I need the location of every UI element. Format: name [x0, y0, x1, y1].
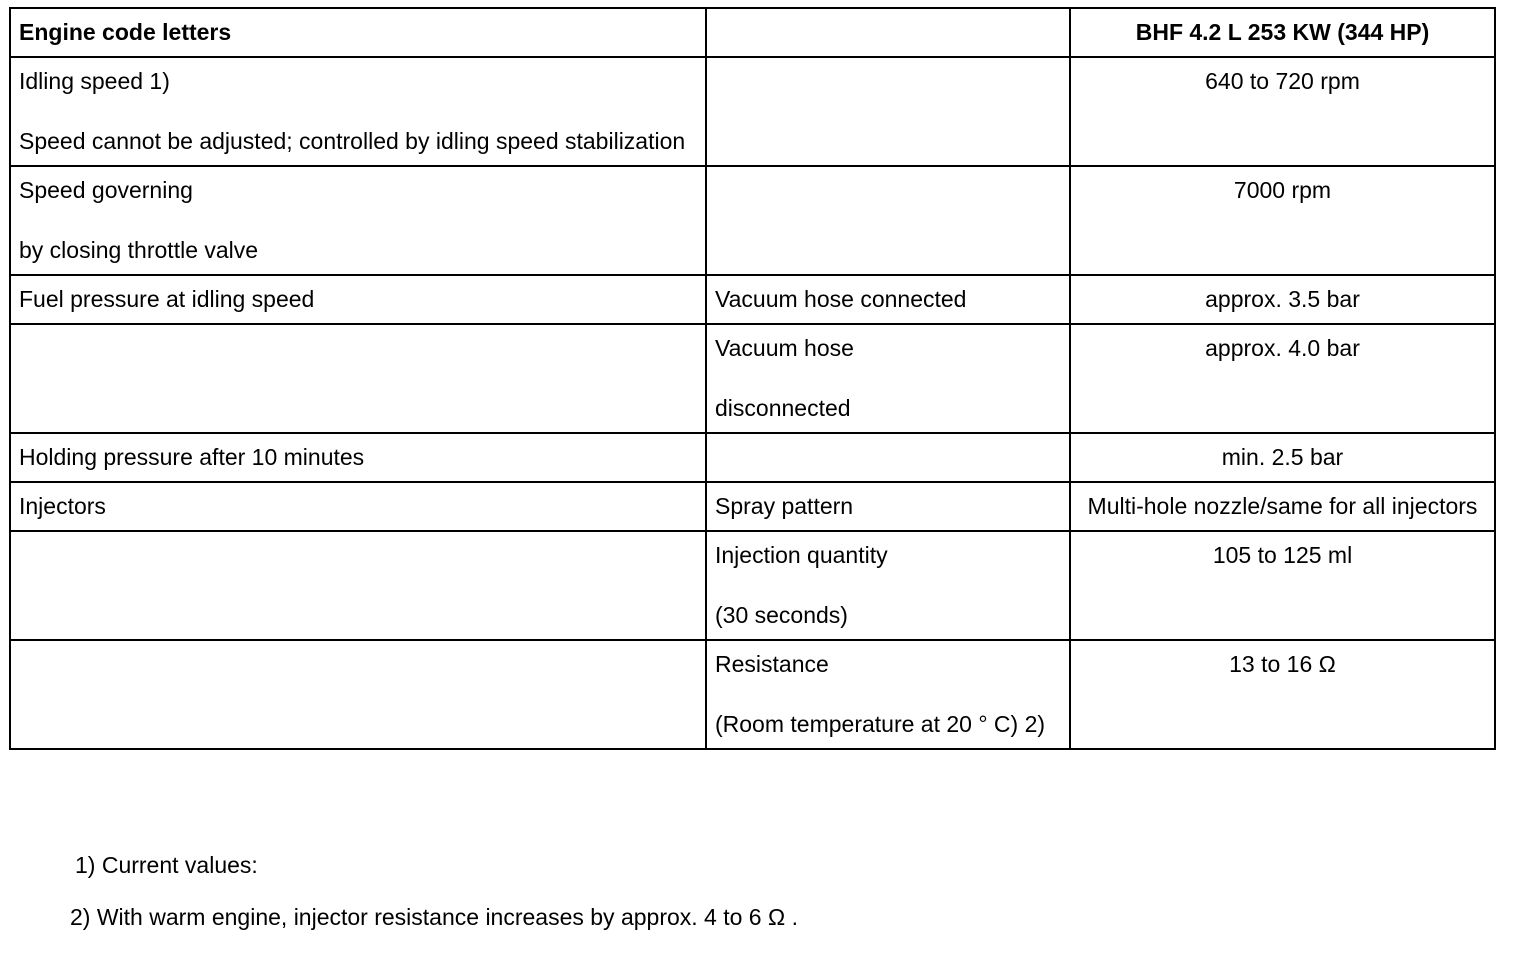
row-label-cell — [10, 324, 706, 433]
row-value-cell: min. 2.5 bar — [1070, 433, 1495, 482]
table-row — [10, 324, 1495, 433]
row-label-text: Idling speed 1) — [19, 68, 170, 94]
row-label-text: Fuel pressure at idling speed — [19, 286, 315, 312]
table-row — [10, 482, 1495, 531]
row-label-cell — [10, 275, 706, 324]
row-label-cell — [10, 57, 706, 166]
header-engine-code-cell: Engine code letters — [10, 8, 706, 57]
row-condition-cell — [706, 57, 1070, 166]
row-label-cell — [10, 531, 706, 640]
footnote-2: 2) With warm engine, injector resistance increases by approx. 4 to 6 Ω . — [70, 904, 798, 930]
row-value-cell: approx. 4.0 bar — [1070, 324, 1495, 433]
row-condition-text: Injection quantity — [715, 542, 888, 568]
row-condition-text: Resistance — [715, 651, 829, 677]
header-engine-variant-cell: BHF 4.2 L 253 KW (344 HP) — [1070, 8, 1495, 57]
row-value-cell: approx. 3.5 bar — [1070, 275, 1495, 324]
table-row — [10, 433, 1495, 482]
row-value-cell: 7000 rpm — [1070, 166, 1495, 275]
row-value-cell: 13 to 16 Ω — [1070, 640, 1495, 749]
engine-spec-table — [9, 7, 1496, 750]
row-label-text: Injectors — [19, 493, 106, 519]
row-label-text: Speed governing — [19, 177, 193, 203]
row-condition-cell — [706, 324, 1070, 433]
row-value-cell: 640 to 720 rpm — [1070, 57, 1495, 166]
row-condition-cell — [706, 482, 1070, 531]
row-condition-text: Vacuum hose — [715, 335, 854, 361]
row-condition-note: (Room temperature at 20 ° C) 2) — [715, 711, 1046, 737]
row-label-note: by closing throttle valve — [19, 237, 259, 263]
row-value-cell: Multi-hole nozzle/same for all injectors — [1070, 482, 1495, 531]
row-condition-cell — [706, 640, 1070, 749]
row-condition-text: Vacuum hose connected — [715, 286, 967, 312]
row-label-cell — [10, 166, 706, 275]
table-row — [10, 57, 1495, 166]
row-condition-cell — [706, 531, 1070, 640]
header-blank-cell — [706, 8, 1070, 57]
row-label-cell — [10, 433, 706, 482]
table-row — [10, 166, 1495, 275]
table-header-row — [10, 8, 1495, 57]
row-label-cell — [10, 482, 706, 531]
row-condition-note: disconnected — [715, 395, 851, 421]
row-value-cell: 105 to 125 ml — [1070, 531, 1495, 640]
row-condition-text: Spray pattern — [715, 493, 854, 519]
table-row — [10, 275, 1495, 324]
row-condition-note: (30 seconds) — [715, 602, 848, 628]
row-label-text: Holding pressure after 10 minutes — [19, 444, 365, 470]
row-condition-cell — [706, 433, 1070, 482]
row-condition-cell — [706, 166, 1070, 275]
table-row — [10, 640, 1495, 749]
row-label-note: Speed cannot be adjusted; controlled by idling speed stabilization — [19, 128, 686, 154]
footnote-1: 1) Current values: — [75, 852, 258, 878]
row-label-cell — [10, 640, 706, 749]
table-row — [10, 531, 1495, 640]
row-condition-cell — [706, 275, 1070, 324]
